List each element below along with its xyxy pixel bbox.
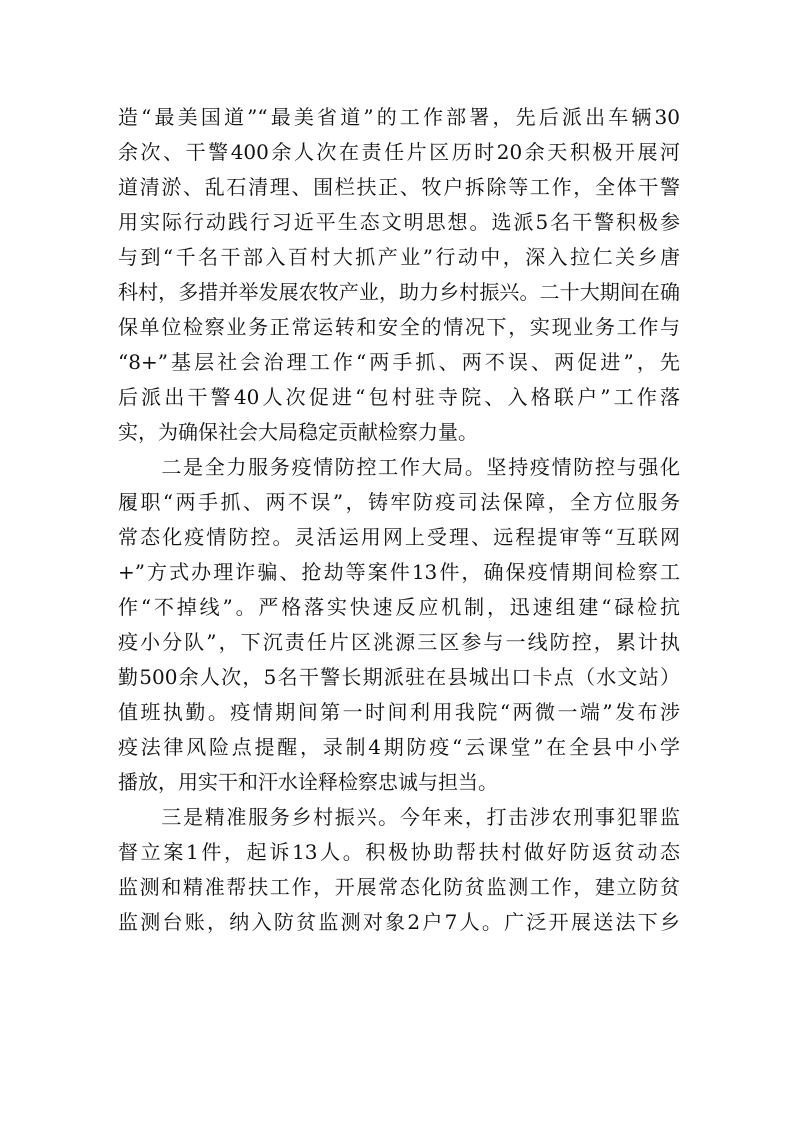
text-line: 三是精准服务乡村振兴。今年来，打击涉农刑事犯罪监 — [118, 805, 680, 829]
text-line: 监测和精准帮扶工作，开展常态化防贫监测工作，建立防贫 — [118, 875, 680, 899]
text-line: 疫法律风险点提醒，录制4期防疫“云课堂”在全县中小学 — [118, 735, 680, 759]
text-line: 余次、干警400余人次在责任片区历时20余天积极开展河 — [118, 140, 680, 164]
text-line: 疫小分队”，下沉责任片区洮源三区参与一线防控，累计执 — [118, 630, 680, 654]
text-line: 科村，多措并举发展农牧产业，助力乡村振兴。二十大期间在确 — [118, 280, 680, 304]
text-line: 履职“两手抓、两不误”，铸牢防疫司法保障，全方位服务 — [118, 490, 680, 514]
text-line: 勤500余人次，5名干警长期派驻在县城出口卡点（水文站） — [118, 665, 680, 689]
paragraph-end-line: 播放，用实干和汗水诠释检察忠诚与担当。 — [118, 770, 498, 794]
text-line: 道清淤、乱石清理、围栏扶正、牧户拆除等工作，全体干警 — [118, 175, 680, 199]
text-line: 常态化疫情防控。灵活运用网上受理、远程提审等“互联网 — [118, 525, 680, 549]
text-line: “8+”基层社会治理工作“两手抓、两不误、两促进”，先 — [118, 350, 680, 374]
text-line: 保单位检察业务正常运转和安全的情况下，实现业务工作与 — [118, 315, 680, 339]
text-line: 二是全力服务疫情防控工作大局。坚持疫情防控与强化 — [118, 455, 680, 479]
text-line: 造“最美国道”“最美省道”的工作部署，先后派出车辆30 — [118, 105, 680, 129]
text-line: +”方式办理诈骗、抢劫等案件13件，确保疫情期间检察工 — [118, 560, 680, 584]
body-text — [118, 100, 680, 940]
text-line: 作“不掉线”。严格落实快速反应机制，迅速组建“碌检抗 — [118, 595, 680, 619]
text-line: 监测台账，纳入防贫监测对象2户7人。广泛开展送法下乡 — [118, 910, 680, 934]
text-line: 与到“千名干部入百村大抓产业”行动中，深入拉仁关乡唐 — [118, 245, 680, 269]
paragraph-end-line: 实，为确保社会大局稳定贡献检察力量。 — [118, 420, 478, 444]
text-line: 值班执勤。疫情期间第一时间利用我院“两微一端”发布涉 — [118, 700, 680, 724]
text-line: 用实际行动践行习近平生态文明思想。选派5名干警积极参 — [118, 210, 680, 234]
text-line: 督立案1件，起诉13人。积极协助帮扶村做好防返贫动态 — [118, 840, 680, 864]
text-line: 后派出干警40人次促进“包村驻寺院、入格联户”工作落 — [118, 385, 680, 409]
